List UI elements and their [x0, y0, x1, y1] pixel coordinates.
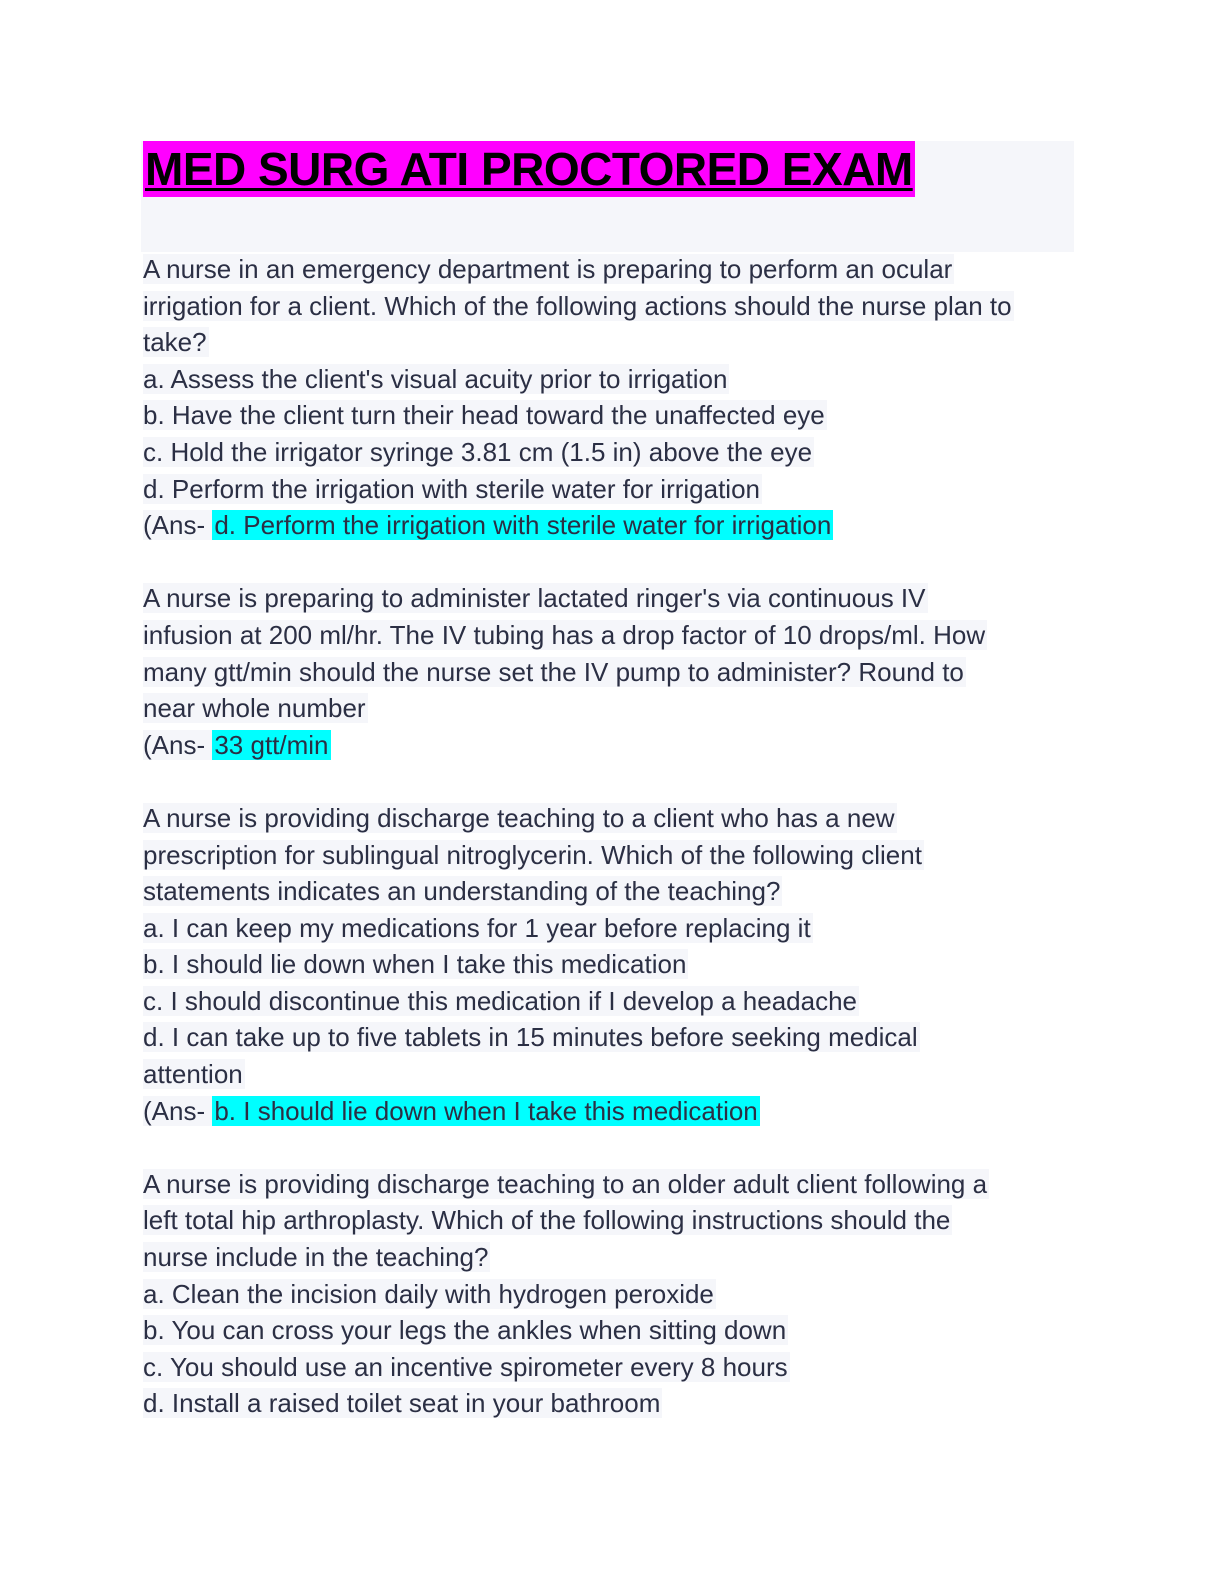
option-d: d. I can take up to five tablets in 15 minutes before seeking medical	[143, 1022, 918, 1053]
question-stem-line: take?	[143, 327, 207, 358]
document-title: MED SURG ATI PROCTORED EXAM	[145, 143, 913, 195]
question-stem-line: nurse include in the teaching?	[143, 1242, 489, 1273]
option-a: a. Clean the incision daily with hydrogen peroxide	[143, 1278, 714, 1309]
question-list	[143, 251, 1083, 1459]
answer-line	[143, 1093, 1083, 1130]
answer-prefix: (Ans-	[143, 510, 213, 541]
answer-prefix: (Ans-	[143, 1095, 213, 1126]
option-a: a. Assess the client's visual acuity prior to irrigation	[143, 363, 728, 394]
question-stem-line: many gtt/min should the nurse set the IV pump to administer? Round to	[143, 656, 964, 687]
title-block	[141, 141, 1074, 252]
option-d: d. Perform the irrigation with sterile water for irrigation	[143, 473, 761, 504]
question-4	[143, 1166, 1083, 1422]
question-stem-line: statements indicates an understanding of the teaching?	[143, 876, 781, 907]
option-c: c. You should use an incentive spirometer every 8 hours	[143, 1351, 788, 1382]
question-stem-line: irrigation for a client. Which of the following actions should the nurse plan to	[143, 290, 1012, 321]
question-stem-line: near whole number	[143, 693, 366, 724]
question-stem-line: A nurse is providing discharge teaching to an older adult client following a	[143, 1168, 988, 1199]
question-3	[143, 800, 1083, 1129]
option-b: b. You can cross your legs the ankles when sitting down	[143, 1315, 787, 1346]
question-stem-line: A nurse is preparing to administer lactated ringer's via continuous IV	[143, 583, 926, 614]
question-stem-line: left total hip arthroplasty. Which of the following instructions should the	[143, 1205, 951, 1236]
question-1	[143, 251, 1083, 544]
question-stem-line: A nurse is providing discharge teaching to a client who has a new	[143, 802, 895, 833]
answer-line	[143, 507, 1083, 544]
option-d-continued: attention	[143, 1059, 243, 1090]
answer-highlight: 33 gtt/min	[214, 729, 329, 760]
option-c: c. I should discontinue this medication if I develop a headache	[143, 985, 858, 1016]
question-stem-line: infusion at 200 ml/hr. The IV tubing has a drop factor of 10 drops/ml. How	[143, 619, 986, 650]
option-c: c. Hold the irrigator syringe 3.81 cm (1.5 in) above the eye	[143, 436, 813, 467]
option-b: b. I should lie down when I take this medication	[143, 949, 687, 980]
question-2	[143, 580, 1083, 763]
option-a: a. I can keep my medications for 1 year before replacing it	[143, 912, 811, 943]
option-b: b. Have the client turn their head toward the unaffected eye	[143, 400, 825, 431]
question-stem-line: prescription for sublingual nitroglycerin. Which of the following client	[143, 839, 922, 870]
option-d: d. Install a raised toilet seat in your bathroom	[143, 1388, 661, 1419]
answer-line	[143, 727, 1083, 764]
answer-highlight: b. I should lie down when I take this medication	[214, 1095, 758, 1126]
question-stem-line: A nurse in an emergency department is preparing to perform an ocular	[143, 254, 953, 284]
answer-prefix: (Ans-	[143, 729, 213, 760]
answer-highlight: d. Perform the irrigation with sterile water for irrigation	[214, 510, 832, 541]
